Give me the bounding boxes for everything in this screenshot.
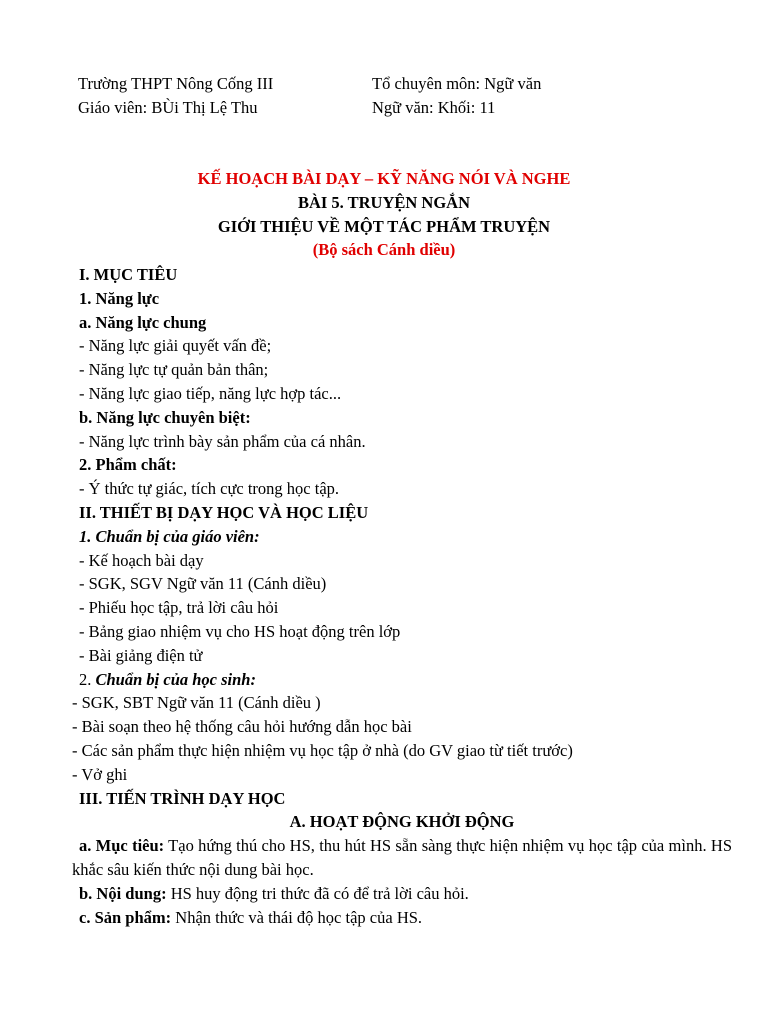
school-name: Trường THPT Nông Cống III: [78, 74, 274, 93]
list-item: - Phiếu học tập, trả lời câu hỏi: [79, 598, 279, 618]
list-item: - Các sản phẩm thực hiện nhiệm vụ học tập ở nhà (do GV giao từ tiết trước): [72, 740, 573, 760]
plan-title: KẾ HOẠCH BÀI DẠY – KỸ NĂNG NÓI VÀ NGHE: [197, 169, 571, 188]
subheading-teacher-prep: 1. Chuẩn bị của giáo viên:: [79, 526, 260, 546]
subject-grade: Ngữ văn: Khối: 11: [372, 97, 496, 117]
document-body: [72, 263, 732, 929]
subheading-student-prep-label: Chuẩn bị của học sinh:: [95, 669, 256, 689]
goal-label: a. Mục tiêu:: [79, 836, 165, 856]
paragraph-content: [72, 882, 732, 906]
lesson-title: BÀI 5. TRUYỆN NGẮN: [297, 192, 471, 212]
paragraph-goal: [72, 834, 732, 882]
list-item: - Kế hoạch bài dạy: [79, 550, 204, 570]
subheading-specific-competence: b. Năng lực chuyên biệt:: [79, 407, 251, 427]
list-item: - Năng lực giải quyết vấn đề;: [79, 336, 272, 356]
product-label: c. Sản phẩm:: [79, 907, 172, 927]
paragraph-product: [72, 906, 732, 930]
list-item: - Năng lực giao tiếp, năng lực hợp tác...: [79, 383, 342, 403]
section-heading-process: III. TIẾN TRÌNH DẠY HỌC: [79, 788, 286, 808]
subheading-general-competence: a. Năng lực chung: [79, 312, 207, 332]
subheading-student-prep: [72, 668, 732, 692]
list-item: - Vở ghi: [72, 764, 128, 784]
book-series: (Bộ sách Cánh diều): [312, 240, 456, 260]
topic-title: GIỚI THIỆU VỀ MỘT TÁC PHẨM TRUYỆN: [217, 216, 551, 236]
list-item: - Năng lực tự quản bản thân;: [79, 360, 269, 380]
section-heading-objectives: I. MỤC TIÊU: [79, 265, 178, 284]
list-item: - Ý thức tự giác, tích cực trong học tập.: [79, 479, 340, 499]
subheading-qualities: 2. Phẩm chất:: [79, 455, 177, 475]
subheading-number: 2.: [79, 669, 96, 689]
list-item: - Bài giảng điện tử: [79, 645, 203, 665]
list-item: - Bảng giao nhiệm vụ cho HS hoạt động trên lớp: [79, 621, 401, 641]
content-label: b. Nội dung:: [79, 883, 167, 903]
subheading-competence: 1. Năng lực: [79, 288, 160, 308]
list-item: - Bài soạn theo hệ thống câu hỏi hướng dẫn học bài: [72, 717, 412, 737]
title-block: [0, 167, 768, 262]
product-text: Nhận thức và thái độ học tập của HS.: [171, 907, 423, 927]
activity-heading-warmup: A. HOẠT ĐỘNG KHỞI ĐỘNG: [289, 812, 515, 832]
goal-text: Tạo hứng thú cho HS, thu hút HS sẵn sàng thực hiện nhiệm vụ học tập của mình. HS khắc sâu kiến thức nội dung bài học.: [72, 836, 733, 879]
list-item: - SGK, SGV Ngữ văn 11 (Cánh diều): [79, 574, 327, 594]
content-text: HS huy động tri thức đã có để trả lời câu hỏi.: [166, 883, 469, 903]
section-heading-equipment: II. THIẾT BỊ DẠY HỌC VÀ HỌC LIỆU: [79, 502, 369, 522]
teacher-name: Giáo viên: BÙi Thị Lệ Thu: [78, 97, 258, 117]
list-item: - SGK, SBT Ngữ văn 11 (Cánh diều ): [72, 693, 321, 713]
document-header: [78, 72, 698, 120]
list-item: - Năng lực trình bày sản phẩm của cá nhân.: [79, 431, 366, 451]
department-name: Tổ chuyên môn: Ngữ văn: [372, 74, 542, 93]
